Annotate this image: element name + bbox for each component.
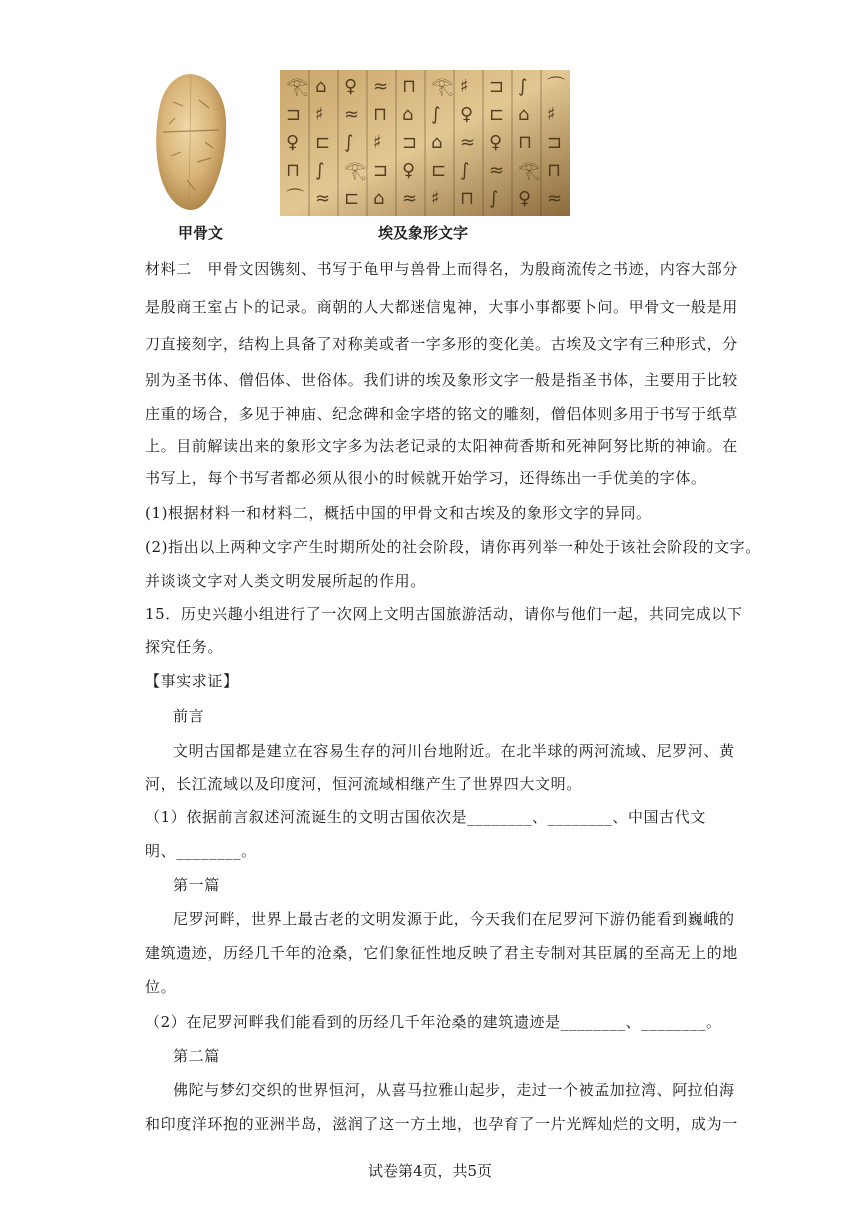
material-two-line: 别为圣书体、僧侣体、世俗体。我们讲的埃及象形文字一般是指圣书体，主要用于比较	[145, 371, 738, 389]
svg-text:♯: ♯	[547, 104, 556, 125]
svg-text:⊏: ⊏	[431, 160, 447, 181]
question-2-cont: 并谈谈文字对人类文明发展所起的作用。	[145, 572, 426, 590]
section-heading: 【事实求证】	[145, 672, 239, 690]
material-two-line: 材料二 甲骨文因镌刻、书写于龟甲与兽骨上而得名，为殷商流传之书迹，内容大部分	[145, 260, 738, 278]
material-two-line: 刀直接刻字，结构上具备了对称美或者一字多形的变化美。古埃及文字有三种形式，分	[145, 335, 738, 353]
question-1: (1)根据材料一和材料二，概括中国的甲骨文和古埃及的象形文字的异同。	[145, 504, 652, 522]
material-two-line: 是殷商王室占卜的记录。商朝的人大都迷信鬼神，大事小事都要卜问。甲骨文一般是用	[145, 298, 738, 316]
part-one-line: 位。	[145, 978, 177, 996]
svg-text:≈: ≈	[344, 104, 360, 125]
svg-text:⌒: ⌒	[547, 76, 565, 97]
svg-text:⌂: ⌂	[373, 188, 385, 209]
part-two-heading: 第二篇	[173, 1047, 220, 1065]
svg-text:♀: ♀	[489, 132, 503, 153]
svg-text:≈: ≈	[315, 188, 331, 209]
material-two-line: 上。目前解读出来的象形文字多为法老记录的太阳神荷香斯和死神阿努比斯的神谕。在	[145, 437, 738, 455]
egyptian-hieroglyph-image	[280, 70, 570, 216]
part-one-heading: 第一篇	[173, 876, 220, 894]
svg-text:𓂀: 𓂀	[431, 76, 454, 97]
svg-text:♀: ♀	[460, 104, 474, 125]
svg-text:⊏: ⊏	[489, 104, 505, 125]
svg-text:∫: ∫	[489, 188, 499, 209]
svg-text:♀: ♀	[518, 188, 532, 209]
svg-text:∫: ∫	[460, 160, 470, 181]
svg-text:♀: ♀	[344, 76, 358, 97]
svg-text:⊐: ⊐	[547, 132, 563, 153]
question-15-cont: 探究任务。	[145, 638, 224, 656]
svg-text:∫: ∫	[315, 160, 325, 181]
svg-text:≈: ≈	[489, 160, 505, 181]
svg-text:⊓: ⊓	[373, 104, 388, 125]
svg-text:⊏: ⊏	[344, 188, 360, 209]
svg-text:⊐: ⊐	[402, 132, 418, 153]
svg-text:♯: ♯	[431, 188, 440, 209]
question-2: (2)指出以上两种文字产生时期所处的社会阶段，请你再列举一种处于该社会阶段的文字。	[145, 538, 761, 556]
material-two-line: 书写上，每个书写者都必须从很小的时候就开始学习，还得练出一手优美的字体。	[145, 469, 707, 487]
svg-text:⌂: ⌂	[315, 76, 327, 97]
part-one-line: 尼罗河畔，世界上最古老的文明发源于此，今天我们在尼罗河下游仍能看到巍峨的	[173, 910, 735, 928]
oracle-bone-image	[153, 72, 229, 212]
sub-question-1-cont: 明、________。	[145, 842, 257, 860]
oracle-bone-caption: 甲骨文	[178, 224, 224, 242]
svg-text:𓂀: 𓂀	[344, 160, 367, 181]
svg-text:⌂: ⌂	[431, 132, 443, 153]
preface-heading: 前言	[173, 707, 205, 725]
svg-text:∫: ∫	[431, 104, 441, 125]
part-two-line: 佛陀与梦幻交织的世界恒河，从喜马拉雅山起步，走过一个被孟加拉湾、阿拉伯海	[173, 1081, 735, 1099]
svg-text:♀: ♀	[286, 132, 300, 153]
svg-text:⊓: ⊓	[460, 188, 475, 209]
svg-text:⊐: ⊐	[373, 160, 389, 181]
svg-text:⌂: ⌂	[402, 104, 414, 125]
page-footer: 试卷第4页，共5页	[367, 1162, 493, 1180]
svg-text:♀: ♀	[402, 160, 416, 181]
svg-text:⌂: ⌂	[518, 104, 530, 125]
svg-text:⊐: ⊐	[489, 76, 505, 97]
hieroglyph-caption: 埃及象形文字	[378, 224, 469, 242]
svg-text:⌒: ⌒	[286, 188, 304, 209]
svg-text:⊏: ⊏	[315, 132, 331, 153]
svg-text:≈: ≈	[547, 188, 563, 209]
svg-text:≈: ≈	[373, 76, 389, 97]
question-15: 15．历史兴趣小组进行了一次网上文明古国旅游活动，请你与他们一起，共同完成以下	[145, 605, 743, 623]
svg-text:≈: ≈	[402, 188, 418, 209]
svg-text:≈: ≈	[460, 132, 476, 153]
preface-line: 文明古国都是建立在容易生存的河川台地附近。在北半球的两河流域、尼罗河、黄	[173, 742, 735, 760]
svg-text:𓂀: 𓂀	[518, 160, 541, 181]
svg-text:⊐: ⊐	[286, 104, 302, 125]
svg-text:♯: ♯	[315, 104, 324, 125]
svg-text:♯: ♯	[373, 132, 382, 153]
svg-text:∫: ∫	[344, 132, 354, 153]
svg-text:⊓: ⊓	[547, 160, 562, 181]
svg-text:∫: ∫	[518, 76, 528, 97]
part-two-line: 和印度洋环抱的亚洲半岛，滋润了这一方土地，也孕育了一片光辉灿烂的文明，成为一	[145, 1115, 738, 1133]
svg-text:⊓: ⊓	[286, 160, 301, 181]
svg-text:⊓: ⊓	[518, 132, 533, 153]
svg-text:𓂀: 𓂀	[286, 76, 309, 97]
part-one-line: 建筑遗迹，历经几千年的沧桑，它们象征性地反映了君主专制对其臣属的至高无上的地	[145, 944, 738, 962]
material-two-line: 庄重的场合，多见于神庙、纪念碑和金字塔的铭文的雕刻，僧侣体则多用于书写于纸草	[145, 405, 738, 423]
svg-text:♯: ♯	[460, 76, 469, 97]
sub-question-1: （1）依据前言叙述河流诞生的文明古国依次是________、________、中国古代文	[145, 808, 706, 826]
svg-text:⊓: ⊓	[402, 76, 417, 97]
preface-line: 河，长江流域以及印度河，恒河流域相继产生了世界四大文明。	[145, 775, 582, 793]
sub-question-2: （2）在尼罗河畔我们能看到的历经几千年沧桑的建筑遗迹是________、________。	[145, 1013, 722, 1031]
